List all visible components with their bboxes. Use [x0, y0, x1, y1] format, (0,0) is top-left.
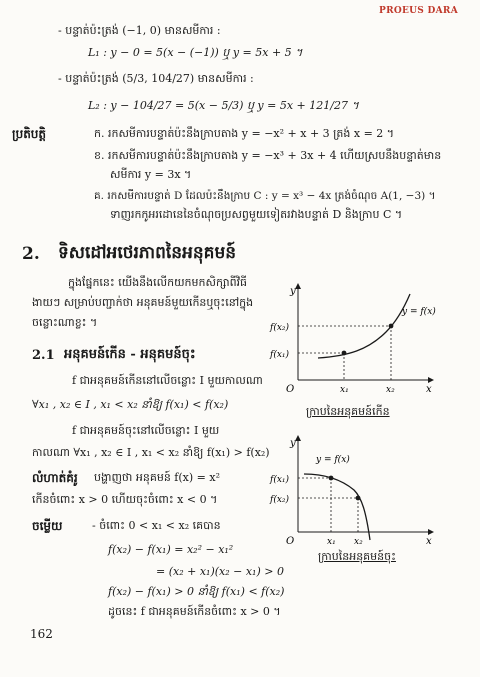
section-number: 2.: [22, 244, 40, 264]
intro-line2: ងាយៗ សម្រាប់បញ្ជាក់ថា អនុគមន៍មួយកើនឬចុះនៅក្នុង: [32, 296, 254, 309]
graph-increasing-caption: ក្រាបនៃអនុគមន៍កើន: [306, 405, 390, 418]
example-label: លំហាត់គំរូ: [32, 471, 78, 485]
exercise-b-line2: សមីការ y = 3x ។: [110, 168, 192, 181]
x-axis-label: x: [426, 536, 432, 547]
exercise-c-line1: គ. រកសមីការបន្ទាត់ D ដែលប៉ះនឹងក្រាប C : y = x³ − 4x ត្រង់ចំណុច A(1, −3) ។: [94, 190, 436, 202]
curve-label: y = f(x): [402, 307, 436, 317]
example-line2: កើនចំពោះ x > 0 ហើយចុះចំពោះ x < 0 ។: [32, 493, 218, 506]
section-title: ទិសដៅអថេរភាពនៃអនុគមន៍: [58, 243, 237, 263]
decreasing-curve: [304, 474, 370, 540]
x1-label: x₁: [340, 385, 349, 395]
fx1-label: f(x₁): [270, 475, 290, 485]
x1-label: x₁: [327, 537, 336, 547]
def-increasing-line1: f ជាអនុគមន៍កើននៅលើចន្លោះ I មួយកាលណា: [72, 374, 263, 387]
subsection-title: អនុគមន៍កើន - អនុគមន៍ចុះ: [64, 347, 196, 362]
exercise-label: ប្រតិបត្តិ: [12, 127, 47, 141]
answer-label: ចម្លើយ: [32, 519, 63, 533]
intro-line1: ក្នុងផ្នែកនេះ យើងនឹងលើកយកមកសិក្សាពីវិធី: [68, 276, 248, 289]
point-x1: [342, 351, 347, 356]
point-x2: [356, 496, 361, 501]
answer-line3: = (x₂ + x₁)(x₂ − x₁) > 0: [156, 565, 284, 578]
x2-label: x₂: [386, 385, 395, 395]
fx2-label: f(x₂): [270, 323, 290, 333]
graph-decreasing: [268, 432, 448, 550]
tangent-1-intro: - បន្ទាត់ប៉ះត្រង់ (−1, 0) មានសមីការ :: [58, 24, 221, 37]
answer-line2: f(x₂) − f(x₁) = x₂² − x₁²: [108, 543, 234, 556]
tangent-2-intro: - បន្ទាត់ប៉ះត្រង់ (5/3, 104/27) មានសមីការ :: [58, 72, 254, 85]
answer-line5: ដូចនេះ f ជាអនុគមន៍កើនចំពោះ x > 0 ។: [108, 605, 281, 618]
y-axis-label: y: [290, 286, 296, 297]
graph-decreasing-caption: ក្រាបនៃអនុគមន៍ចុះ: [318, 550, 396, 563]
point-x2: [389, 324, 394, 329]
answer-line1: - ចំពោះ 0 < x₁ < x₂ គេបាន: [92, 519, 221, 532]
exercise-c-line2: ទាញរកកូអរដោនេនៃចំណុចប្រសព្វមួយទៀតរវាងបន្ទាត់ D និងក្រាប C ។: [110, 208, 403, 221]
header-brand: PROEUS DARA: [379, 6, 458, 16]
example-line1: បង្ហាញថា អនុគមន៍ f(x) = x²: [94, 471, 220, 484]
def-increasing-line2: ∀x₁ , x₂ ∈ I , x₁ < x₂ នាំឱ្យ f(x₁) < f(x₂): [32, 398, 229, 411]
exercise-b-line1: ខ. រកសមីការបន្ទាត់ប៉ះនឹងក្រាបតាង y = −x³ + 3x + 4 ហើយស្របនឹងបន្ទាត់មាន: [94, 149, 442, 162]
def-decreasing-line1: f ជាអនុគមន៍ចុះនៅលើចន្លោះ I មួយ: [72, 424, 220, 437]
answer-line4: f(x₂) − f(x₁) > 0 នាំឱ្យ f(x₁) < f(x₂): [108, 585, 285, 598]
point-x1: [329, 476, 334, 481]
tangent-1-equation: L₁ : y − 0 = 5(x − (−1)) ឬ y = 5x + 5 ។: [88, 46, 303, 59]
tangent-2-equation: L₂ : y − 104/27 = 5(x − 5/3) ឬ y = 5x + 121/27 ។: [88, 99, 359, 112]
x-axis-label: x: [426, 384, 432, 395]
fx2-label: f(x₂): [270, 495, 290, 505]
origin-label: O: [286, 384, 295, 395]
curve-label: y = f(x): [316, 455, 350, 465]
page-number: 162: [30, 627, 53, 641]
origin-label: O: [286, 536, 295, 547]
y-axis-label: y: [290, 438, 296, 449]
subsection-number: 2.1: [32, 348, 55, 363]
intro-line3: ចន្លោះណាខ្លះ ។: [32, 316, 98, 329]
exercise-a: ក. រកសមីការបន្ទាត់ប៉ះនឹងក្រាបតាង y = −x² + x + 3 ត្រង់ x = 2 ។: [94, 127, 395, 140]
def-decreasing-line2: កាលណា ∀x₁ , x₂ ∈ I , x₁ < x₂ នាំឱ្យ f(x₁) > f(x₂): [32, 446, 270, 459]
graph-increasing: [268, 280, 448, 400]
x2-label: x₂: [354, 537, 363, 547]
fx1-label: f(x₁): [270, 350, 290, 360]
